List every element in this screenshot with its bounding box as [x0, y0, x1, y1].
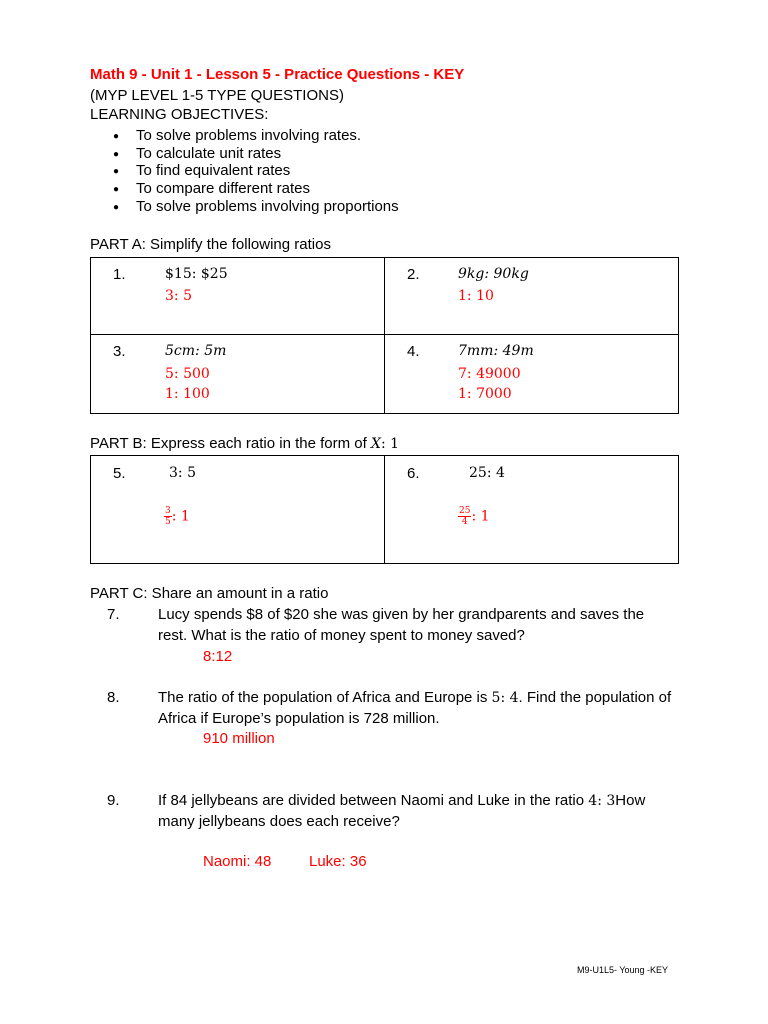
- bullet-icon: ●: [113, 184, 120, 195]
- fraction-numerator: 3: [165, 506, 171, 516]
- answer-ratio: 1: 100: [165, 386, 210, 402]
- question-text-part: If 84 jellybeans are divided between Naomi and Luke in the ratio: [158, 792, 589, 809]
- fraction-tail: : 1: [171, 508, 190, 525]
- objective-item: To solve problems involving proportions: [136, 198, 399, 215]
- objectives-heading: LEARNING OBJECTIVES:: [90, 106, 269, 123]
- question-ratio: 4: 3: [588, 793, 616, 809]
- question-ratio: 5: 4: [491, 690, 519, 706]
- question-ratio: 25: 4: [469, 465, 505, 481]
- question-text-part: . Find the population of: [518, 689, 672, 706]
- bullet-icon: ●: [113, 166, 120, 177]
- question-number: 7.: [107, 606, 120, 623]
- page-title: Math 9 - Unit 1 - Lesson 5 - Practice Questions - KEY: [90, 66, 465, 83]
- objective-item: To calculate unit rates: [136, 145, 282, 162]
- objective-item: To find equivalent rates: [136, 162, 291, 179]
- table-divider: [90, 334, 679, 335]
- question-text: [158, 689, 671, 706]
- question-text: rest. What is the ratio of money spent to money saved?: [158, 627, 525, 644]
- question-text: Lucy spends $8 of $20 she was given by her grandparents and saves the: [158, 606, 645, 623]
- part-a-heading: PART A: Simplify the following ratios: [90, 236, 331, 253]
- question-text-part: The ratio of the population of Africa and Europe is: [158, 689, 492, 706]
- question-ratio: 9kg: 90kg: [458, 266, 529, 282]
- bullet-icon: ●: [113, 202, 120, 213]
- question-number: 2.: [407, 266, 420, 283]
- question-text-part: How: [615, 792, 646, 809]
- question-number: 1.: [113, 266, 126, 283]
- bullet-icon: ●: [113, 149, 120, 160]
- question-number: 3.: [113, 343, 126, 360]
- table-divider: [384, 257, 385, 414]
- answer-ratio: 7: 49000: [458, 366, 521, 382]
- objective-item: To solve problems involving rates.: [136, 127, 362, 144]
- part-b-heading-text: PART B: Express each ratio in the form of: [90, 435, 371, 452]
- answer-text: Luke: 36: [309, 853, 367, 870]
- question-number: 8.: [107, 689, 120, 706]
- part-b-heading-math: X: [370, 436, 381, 452]
- footer-label: M9-U1L5- Young -KEY: [577, 965, 669, 975]
- question-ratio: $15: $25: [165, 266, 228, 282]
- question-number: 9.: [107, 792, 120, 809]
- answer-text: 910 million: [203, 730, 275, 747]
- question-text: Africa if Europe’s population is 728 million.: [158, 710, 440, 727]
- question-ratio: 5cm: 5m: [165, 343, 227, 359]
- part-b-heading: [90, 435, 399, 452]
- table-divider: [384, 455, 385, 564]
- answer-ratio: 1: 10: [458, 288, 494, 304]
- question-ratio: 3: 5: [169, 465, 196, 481]
- question-number: 5.: [113, 465, 126, 482]
- fraction-denominator: 4: [461, 517, 468, 527]
- question-ratio: 7mm: 49m: [458, 343, 534, 359]
- fraction-tail: : 1: [471, 508, 490, 525]
- answer-fraction: [458, 506, 490, 527]
- page-subtitle: (MYP LEVEL 1-5 TYPE QUESTIONS): [90, 87, 344, 104]
- fraction-numerator: 25: [459, 506, 471, 516]
- part-b-heading-tail: : 1: [380, 436, 400, 452]
- part-c-heading: PART C: Share an amount in a ratio: [90, 585, 329, 602]
- answer-ratio: 3: 5: [165, 288, 192, 304]
- question-number: 4.: [407, 343, 420, 360]
- answer-text: 8:12: [203, 648, 233, 665]
- answer-ratio: 5: 500: [165, 366, 210, 382]
- fraction-denominator: 5: [165, 517, 171, 527]
- question-text: many jellybeans does each receive?: [158, 813, 400, 830]
- objective-item: To compare different rates: [136, 180, 310, 197]
- bullet-icon: ●: [113, 131, 120, 142]
- question-text: [158, 792, 645, 809]
- question-number: 6.: [407, 465, 420, 482]
- answer-ratio: 1: 7000: [458, 386, 512, 402]
- answer-fraction: [164, 506, 190, 527]
- answer-text: Naomi: 48: [203, 853, 272, 870]
